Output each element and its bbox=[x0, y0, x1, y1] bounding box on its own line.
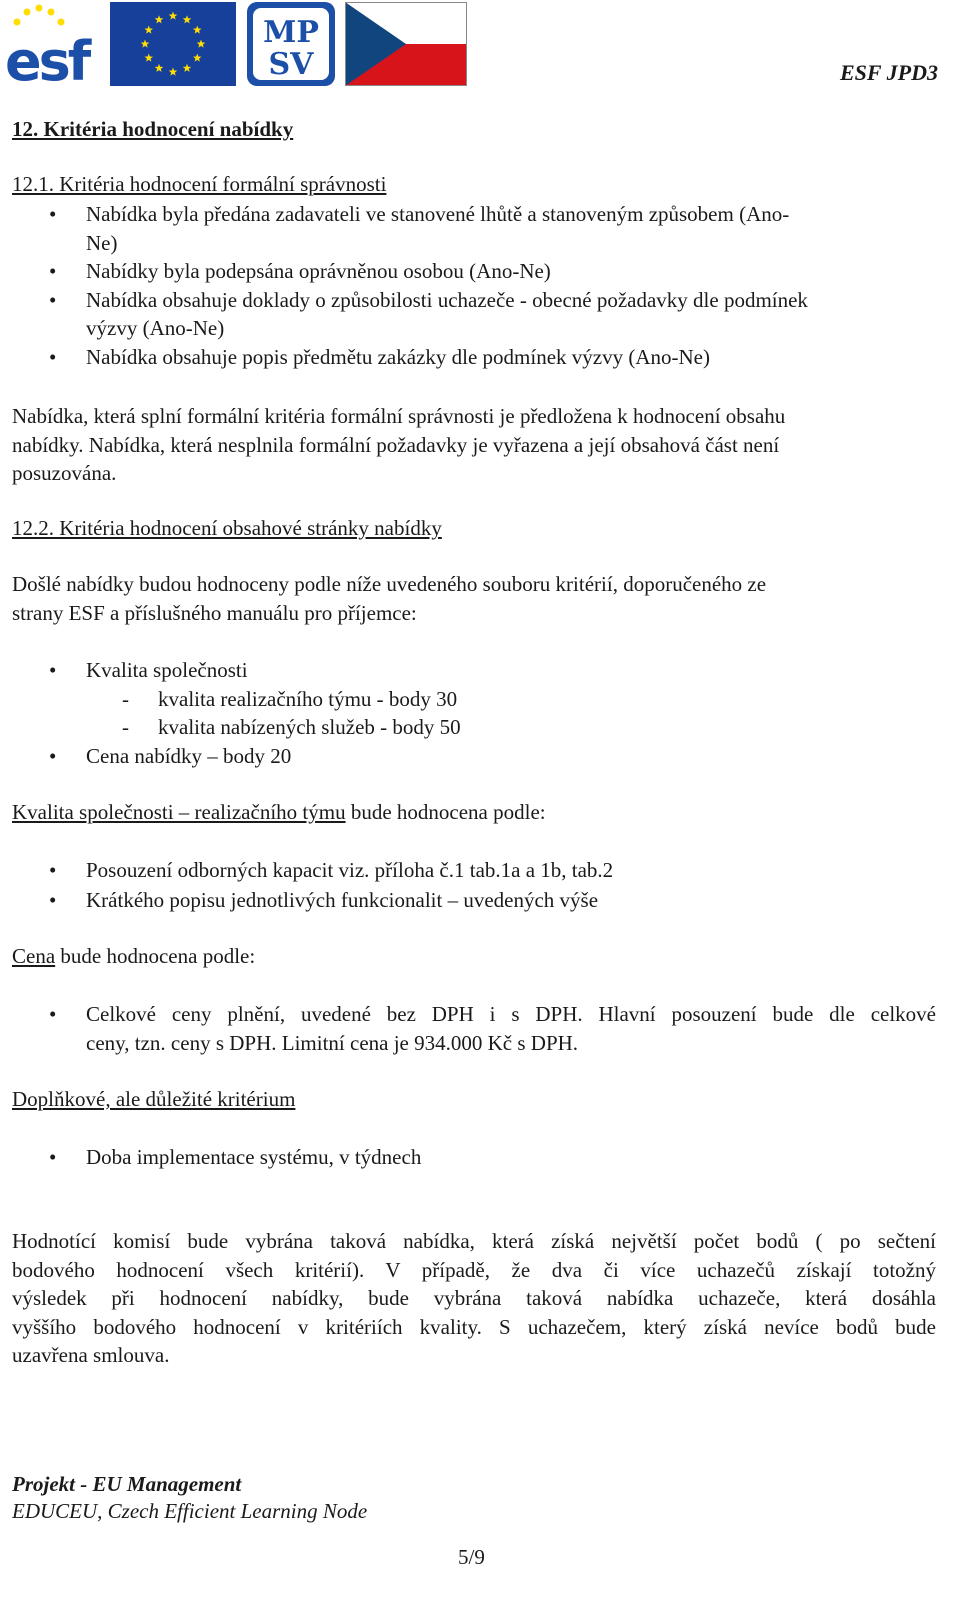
list-item: • Cena nabídky – body 20 bbox=[49, 743, 292, 768]
sub-item: - kvalita nabízených služeb - body 50 bbox=[122, 715, 461, 739]
extra-criterion-heading: Doplňkové, ale důležité kritérium bbox=[12, 1087, 296, 1111]
footer-project: Projekt - EU Management bbox=[12, 1472, 242, 1496]
page-number: 5/9 bbox=[458, 1545, 485, 1569]
quality-list bbox=[0, 856, 930, 914]
subsection-heading-12-1: 12.1. Kritéria hodnocení formální správnosti bbox=[12, 172, 387, 196]
svg-text:SV: SV bbox=[268, 47, 314, 82]
sub-item: - kvalita realizačního týmu - body 30 bbox=[122, 686, 458, 711]
price-heading: Cena bude hodnocena podle: bbox=[12, 944, 256, 968]
esf-logo bbox=[5, 2, 110, 86]
subsection-heading-12-2: 12.2. Kritéria hodnocení obsahové stránky nabídky bbox=[12, 516, 442, 540]
list-item: • Celkové ceny plnění, uvedené bez DPH i s DPH. Hlavní posouzení bude dle celkové bbox=[49, 1002, 936, 1026]
eu-flag bbox=[110, 2, 236, 86]
mpsv-logo bbox=[247, 2, 335, 86]
list-item: • Nabídka byla předána zadavateli ve stanovené lhůtě a stanoveným způsobem (Ano- Ne) bbox=[49, 202, 790, 255]
final-paragraph: Hodnotící komisí bude vybrána taková nabídka, která získá největší počet bodů ( po sečtení bodového hodnocení všech kritérií). V případě, že dva či více uchazečů získají totožný výsledek při hodnocení nabídky, bude vybrána taková nabídka uchazeče, která dosáhla vyššího bodového hodnocení v kritériích kvality. S uchazečem, který získá nevíce bodů bude uzavřena smlouva. bbox=[12, 1229, 936, 1367]
document-tag: ESF JPD3 bbox=[839, 60, 938, 85]
content-intro: Došlé nabídky budou hodnoceny podle níže uvedeného souboru kritérií, doporučeného ze strany ESF a příslušného manuálu pro příjemce: bbox=[12, 572, 767, 625]
formal-paragraph: Nabídka, která splní formální kritéria formální správnosti je předložena k hodnocení obsahu nabídky. Nabídka, která nesplnila formální požadavky je vyřazena a její obsahová část není posuzována. bbox=[12, 404, 786, 485]
footer-organization: EDUCEU, Czech Efficient Learning Node bbox=[12, 1499, 368, 1523]
list-item: • Nabídka obsahuje popis předmětu zakázky dle podmínek výzvy (Ano-Ne) bbox=[49, 344, 710, 369]
list-item: • Doba implementace systému, v týdnech bbox=[49, 1145, 422, 1169]
quality-heading: Kvalita společnosti – realizačního týmu bude hodnocena podle: bbox=[12, 800, 546, 824]
list-item: • Posouzení odborných kapacit viz. příloha č.1 tab.1a a 1b, tab.2 bbox=[49, 858, 614, 882]
list-item: • Krátkého popisu jednotlivých funkcionalit – uvedených výše bbox=[49, 887, 599, 912]
price-list bbox=[0, 1000, 936, 1057]
list-item: • Kvalita společnosti bbox=[49, 658, 248, 682]
czech-flag bbox=[345, 2, 467, 86]
scoring-list bbox=[0, 656, 930, 770]
list-item-continuation: ceny, tzn. ceny s DPH. Limitní cena je 934.000 Kč s DPH. bbox=[86, 1030, 579, 1055]
formal-criteria-list bbox=[0, 200, 930, 371]
svg-text:MP: MP bbox=[263, 15, 319, 50]
section-title: 12. Kritéria hodnocení nabídky bbox=[12, 117, 294, 141]
esf-logo-text: esf bbox=[5, 30, 89, 86]
extra-list bbox=[0, 1143, 930, 1172]
list-item: • Nabídka obsahuje doklady o způsobilosti uchazeče - obecné požadavky dle podmínek výzvy (Ano-Ne) bbox=[49, 287, 808, 340]
list-item: • Nabídky byla podepsána oprávněnou osobou (Ano-Ne) bbox=[49, 259, 551, 283]
